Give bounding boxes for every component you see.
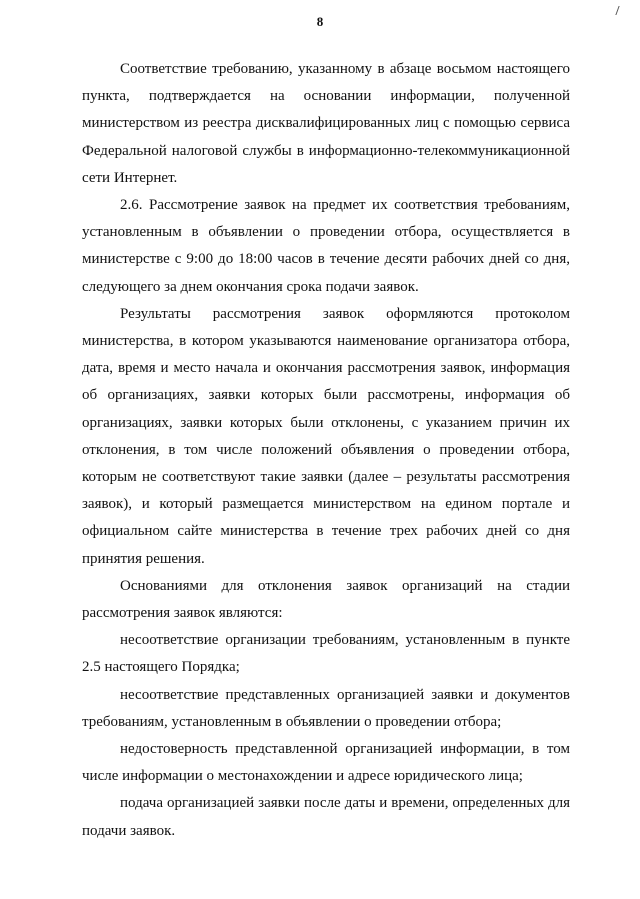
paragraph-rejection-grounds: Основаниями для отклонения заявок организаций на стадии рассмотрения заявок являются:: [82, 577, 570, 622]
paragraph-review-results: Результаты рассмотрения заявок оформляются протоколом министерства, в котором указываются наименование организатора отбора, дата, время и место начала и окончания рассмотрения заявок, информация об организациях, заявки которых были рассмотрены, информация об организациях, заявки которых были отклонены, с указанием причин их отклонения, в том числе положений объявления о проведении отбора, которым не соответствуют такие заявки (далее – результаты рассмотрения заявок), и который размещается министерством на едином портале и официальном сайте министерства в течение трех рабочих дней со дня принятия решения.: [82, 305, 570, 567]
paragraph-ground-late-submission: подача организацией заявки после даты и времени, определенных для подачи заявок.: [82, 795, 570, 839]
paragraph-ground-requirements: несоответствие организации требованиям, установленным в пункте 2.5 настоящего Порядка;: [82, 632, 570, 676]
paragraph-disqualified-registry: Соответствие требованию, указанному в абзаце восьмом настоящего пункта, подтверждается на основании информации, полученной министерством из реестра дисквалифицированных лиц с помощью сервиса Федеральной налоговой службы в информационно-телекоммуникационной сети Интернет.: [82, 61, 570, 186]
paragraph-2-6-review: 2.6. Рассмотрение заявок на предмет их соответствия требованиям, установленным в объявлении о проведении отбора, осуществляется в министерстве с 9:00 до 18:00 часов в течение десяти рабочих дней со дня, следующего за днем окончания срока подачи заявок.: [82, 197, 570, 295]
paragraph-ground-unreliable-info: недостоверность представленной организацией информации, в том числе информации о местонахождении и адресе юридического лица;: [82, 741, 570, 785]
document-body: [82, 56, 570, 845]
page-number: 8: [316, 14, 324, 29]
paragraph-ground-documents: несоответствие представленных организацией заявки и документов требованиям, установленным в объявлении о проведении отбора;: [82, 686, 570, 730]
